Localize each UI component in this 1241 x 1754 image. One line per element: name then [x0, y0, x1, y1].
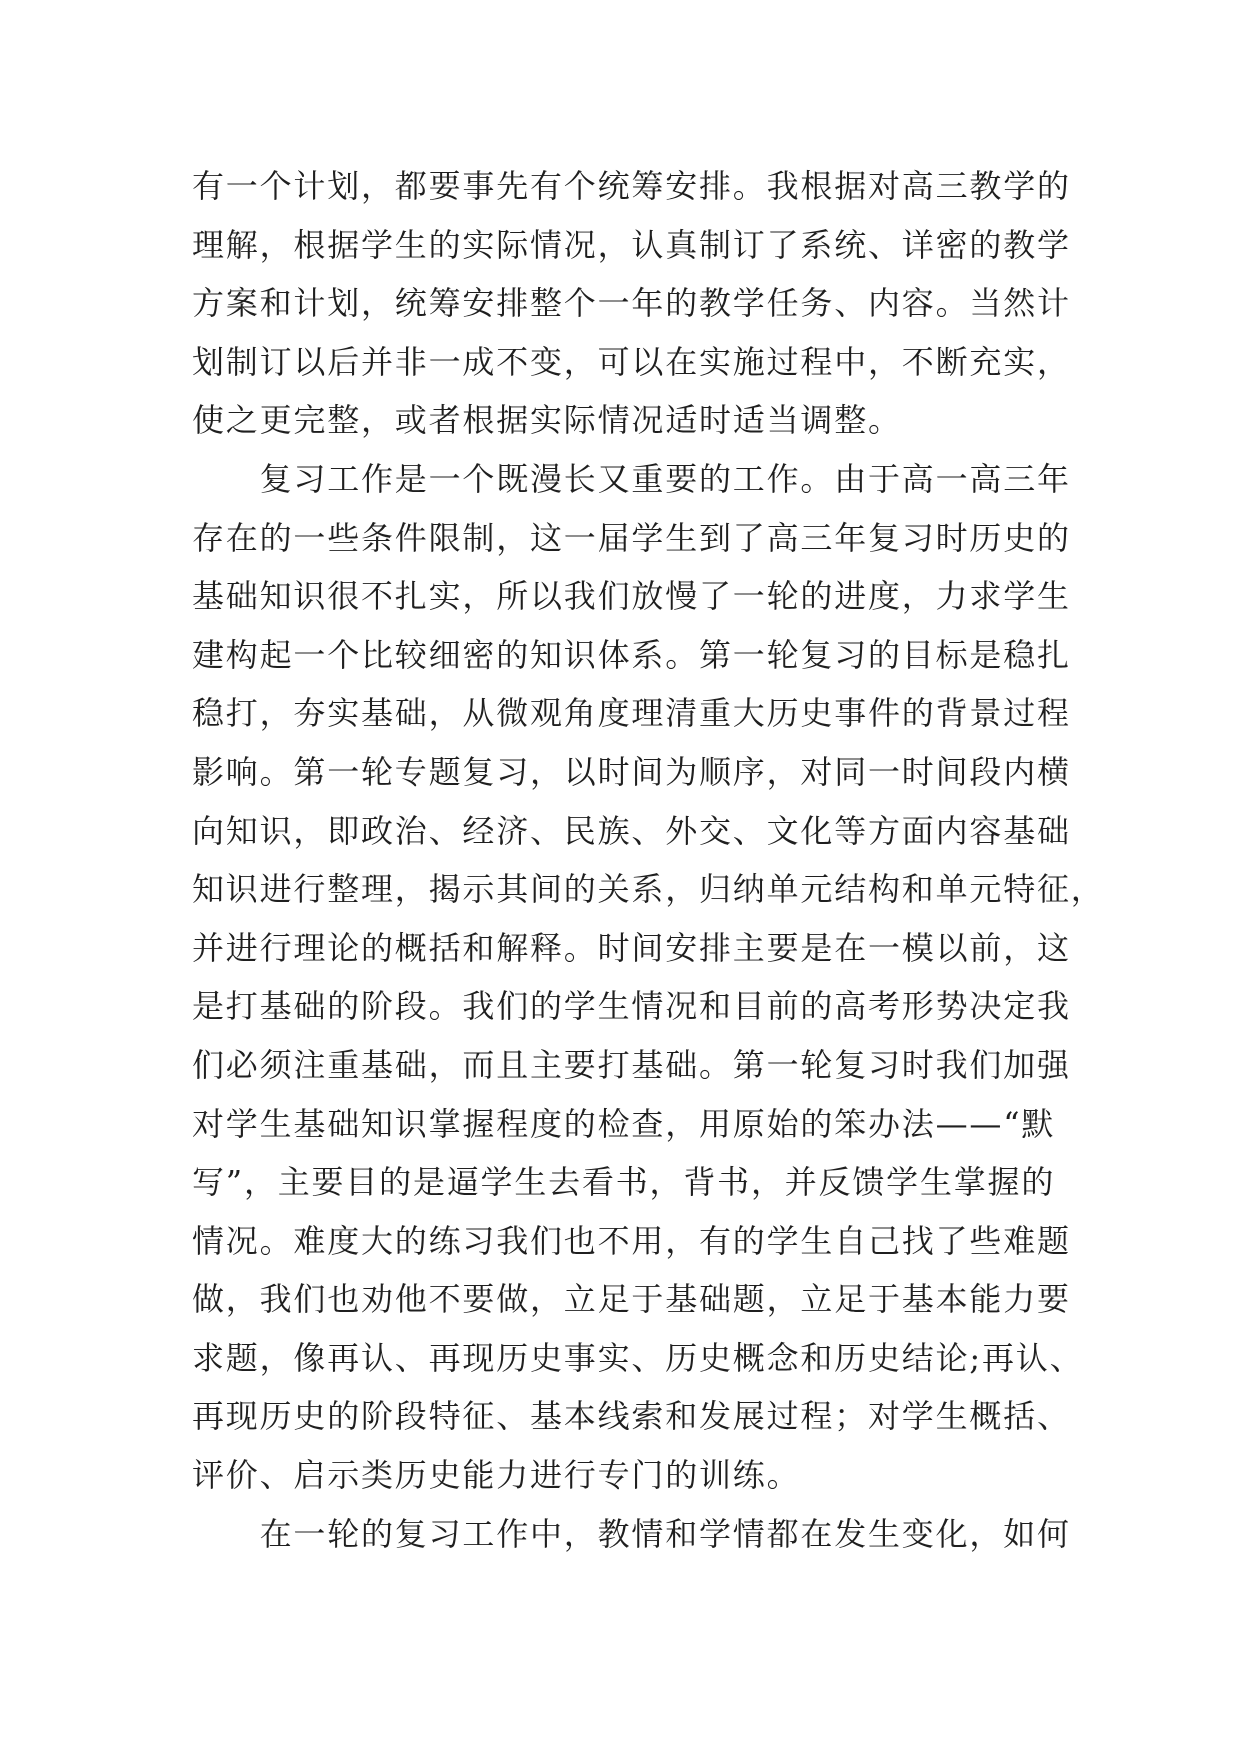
text-line: 求题，像再认、再现历史事实、历史概念和历史结论;再认、: [192, 1338, 1084, 1377]
paragraph-1: [192, 157, 1092, 450]
text-line: 影响。第一轮专题复习，以时间为顺序，对同一时间段内横: [192, 752, 1071, 791]
text-line: 有一个计划，都要事先有个统筹安排。我根据对高三教学的: [192, 167, 1071, 205]
text-line: 情况。难度大的练习我们也不用，有的学生自己找了些难题: [192, 1221, 1071, 1260]
text-line: 再现历史的阶段特征、基本线索和发展过程；对学生概括、: [192, 1397, 1071, 1436]
text-line: 评价、启示类历史能力进行专门的训练。: [192, 1456, 801, 1495]
text-line: 使之更完整，或者根据实际情况适时适当调整。: [192, 401, 902, 440]
text-line: 写”，主要目的是逼学生去看书，背书，并反馈学生掌握的: [192, 1163, 1056, 1202]
text-line: 在一轮的复习工作中，教情和学情都在发生变化，如何: [259, 1514, 1071, 1553]
text-line: 方案和计划，统筹安排整个一年的教学任务、内容。当然计: [192, 284, 1071, 323]
paragraph-2: [192, 450, 1105, 1505]
text-line: 建构起一个比较细密的知识体系。第一轮复习的目标是稳扎: [192, 635, 1071, 674]
text-line: 稳打，夯实基础，从微观角度理清重大历史事件的背景过程: [192, 694, 1071, 733]
text-line: 是打基础的阶段。我们的学生情况和目前的高考形势决定我: [192, 987, 1071, 1026]
text-line: 对学生基础知识掌握程度的检查，用原始的笨办法——“默: [192, 1104, 1056, 1143]
text-line: 并进行理论的概括和解释。时间安排主要是在一模以前，这: [192, 928, 1071, 967]
text-line: 划制订以后并非一成不变，可以在实施过程中，不断充实，: [192, 342, 1071, 381]
text-line: 做，我们也劝他不要做，立足于基础题，立足于基本能力要: [192, 1280, 1071, 1319]
text-line: 基础知识很不扎实，所以我们放慢了一轮的进度，力求学生: [192, 577, 1071, 616]
text-line: 向知识，即政治、经济、民族、外交、文化等方面内容基础: [192, 811, 1071, 850]
paragraph-3: [192, 1505, 1092, 1564]
body-text: [192, 157, 1105, 1563]
text-line: 知识进行整理，揭示其间的关系，归纳单元结构和单元特征，: [192, 870, 1105, 909]
text-line: 存在的一些条件限制，这一届学生到了高三年复习时历史的: [192, 518, 1071, 557]
text-line: 复习工作是一个既漫长又重要的工作。由于高一高三年: [259, 459, 1071, 498]
text-line: 们必须注重基础，而且主要打基础。第一轮复习时我们加强: [192, 1045, 1071, 1084]
text-line: 理解，根据学生的实际情况，认真制订了系统、详密的教学: [192, 225, 1071, 264]
